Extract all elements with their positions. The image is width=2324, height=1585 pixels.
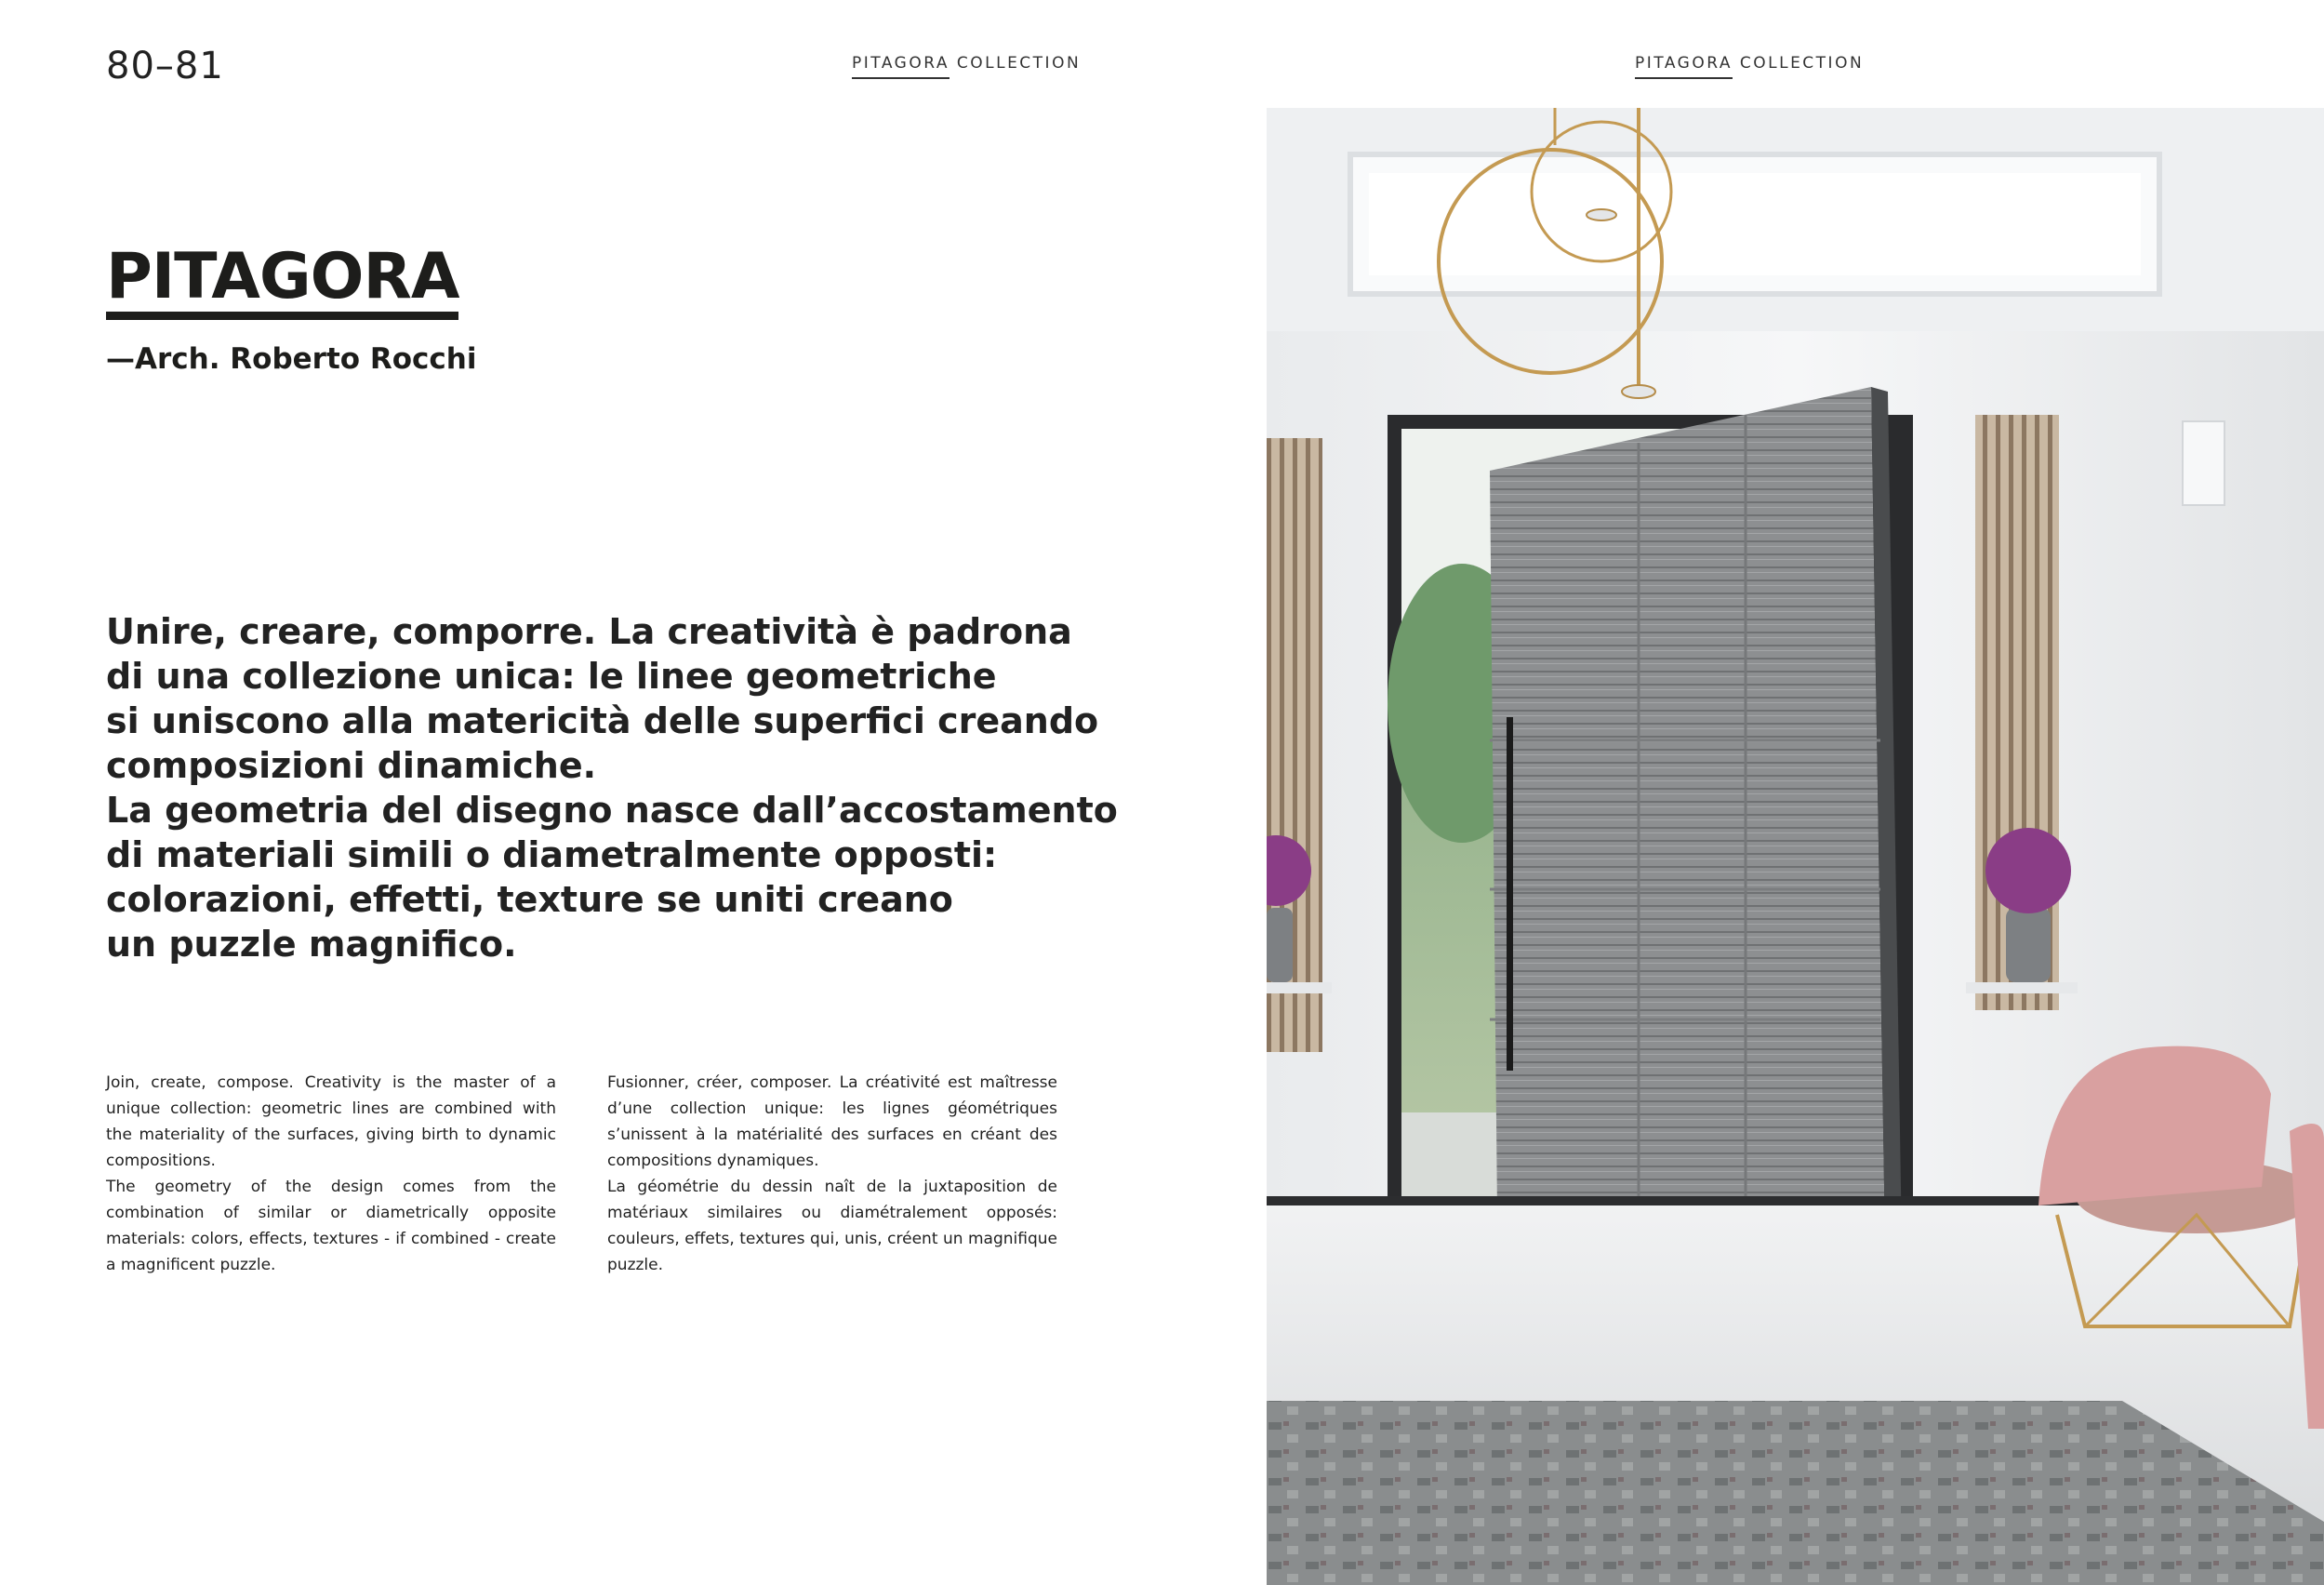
french-paragraph: La géométrie du dessin naît de la juxtaposition de matériaux similaires ou diamétralement opposés: couleurs, effets, textures qui, unis, créent un magnifique puzzle. (607, 1178, 1057, 1274)
english-text-column (106, 1070, 556, 1278)
patchwork-rug (1267, 1401, 2324, 1585)
right-shelf (1966, 982, 2078, 993)
wall-sconce (2183, 421, 2224, 505)
vase-left (1267, 908, 1293, 982)
cove-light (1369, 173, 2141, 275)
vase-right (2006, 908, 2051, 982)
intro-line: di materiali simili o diametralmente opposti: (106, 834, 998, 875)
door-handle (1507, 717, 1513, 1071)
intro-line: Unire, creare, comporre. La creatività è padrona (106, 611, 1072, 652)
english-paragraph: The geometry of the design comes from the combination of similar or diametrically opposite materials: colors, effects, textures - if combined - create a magnificent puzzle. (106, 1178, 556, 1274)
intro-line: La geometria del disegno nasce dall’accostamento (106, 790, 1118, 831)
running-header-rest: COLLECTION (949, 54, 1082, 73)
intro-paragraph-italian (106, 609, 1118, 966)
french-paragraph: Fusionner, créer, composer. La créativité est maîtresse d’une collection unique: les lignes géométriques s’unissent à la matérialité des surfaces en créant des compositions dynamiques. (607, 1073, 1057, 1170)
collection-title: PITAGORA (106, 244, 458, 320)
pivot-door (1490, 387, 1885, 1243)
intro-line: un puzzle magnifico. (106, 924, 517, 965)
intro-line: si uniscono alla matericità delle superfici creando (106, 700, 1099, 741)
running-header-underlined: PITAGORA (852, 54, 950, 79)
running-header-rest: COLLECTION (1732, 54, 1865, 73)
french-text-column (607, 1070, 1057, 1278)
running-header-right (1635, 54, 1864, 79)
door-interior-photo (1267, 108, 2324, 1585)
author-credit: —Arch. Roberto Rocchi (106, 342, 477, 376)
left-shelf (1267, 982, 1332, 993)
english-paragraph: Join, create, compose. Creativity is the master of a unique collection: geometric lines are combined with the materiality of the surfaces, giving birth to dynamic compositions. (106, 1073, 556, 1170)
running-header-left (852, 54, 1081, 79)
running-header-underlined: PITAGORA (1635, 54, 1733, 79)
page-numbers: 80–81 (106, 45, 224, 87)
flowers-right (1985, 828, 2071, 913)
intro-line: composizioni dinamiche. (106, 745, 597, 786)
intro-line: colorazioni, effetti, texture se uniti creano (106, 879, 953, 920)
intro-line: di una collezione unica: le linee geometriche (106, 656, 997, 697)
